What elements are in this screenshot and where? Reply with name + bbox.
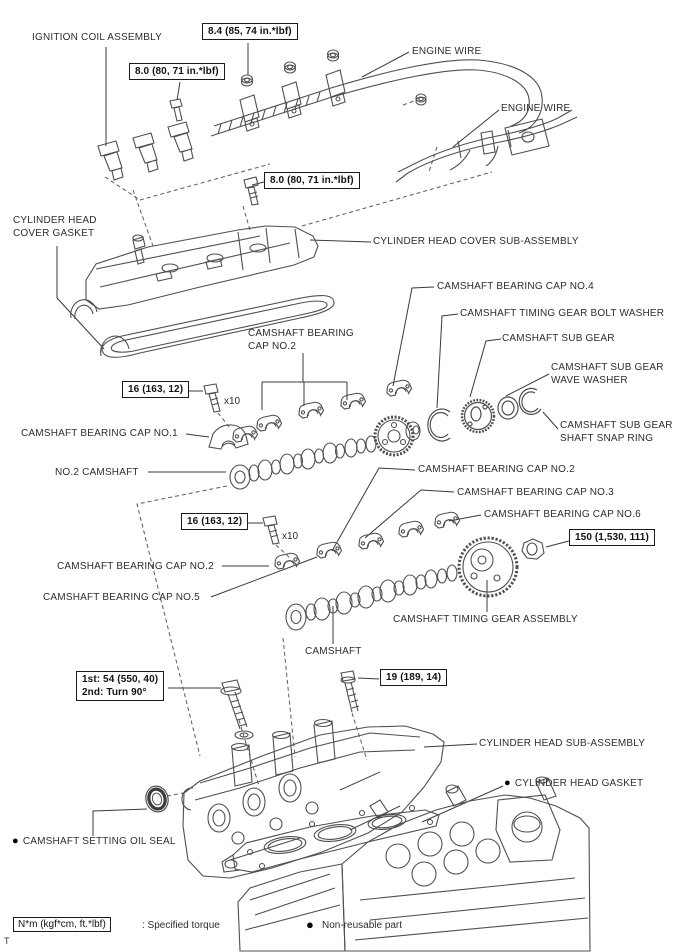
- part-label-camshaft-bearing-cap-no2-a: CAMSHAFT BEARING CAP NO.2: [248, 328, 354, 352]
- sub-gear-parts-art: [428, 388, 541, 441]
- part-label-cylinder-head-cover-gasket: CYLINDER HEAD COVER GASKET: [13, 215, 97, 239]
- cover-bolt-art: [244, 177, 258, 188]
- camshaft-timing-gear-assembly-art: [459, 538, 517, 596]
- part-label-camshaft-timing-gear-bolt-washer: CAMSHAFT TIMING GEAR BOLT WASHER: [460, 308, 665, 319]
- legend-torque-unit-box: N*m (kgf*cm, ft.*lbf): [13, 917, 111, 932]
- timing-gear-bolt-washer-art: [428, 409, 450, 441]
- timing-gear-nut-art: [522, 539, 544, 559]
- engine-wire-right-art: [396, 110, 577, 182]
- part-label-camshaft-setting-oil-seal: ● CAMSHAFT SETTING OIL SEAL: [12, 835, 176, 847]
- part-label-no2-camshaft: NO.2 CAMSHAFT: [55, 467, 139, 478]
- part-label-camshaft: CAMSHAFT: [305, 646, 362, 657]
- part-label-engine-wire-2: ENGINE WIRE: [501, 103, 571, 114]
- part-label-cylinder-head-sub-assembly: CYLINDER HEAD SUB-ASSEMBLY: [479, 738, 646, 749]
- part-label-cylinder-head-gasket: ● CYLINDER HEAD GASKET: [504, 777, 644, 789]
- part-label-camshaft-bearing-cap-no5: CAMSHAFT BEARING CAP NO.5: [43, 592, 200, 603]
- bearing-caps-lower-art: [273, 511, 460, 571]
- part-label-camshaft-bearing-cap-no2-c: CAMSHAFT BEARING CAP NO.2: [57, 561, 214, 572]
- legend-torque-description: : Specified torque: [142, 920, 220, 931]
- part-label-cylinder-head-cover-sub-assembly: CYLINDER HEAD COVER SUB-ASSEMBLY: [373, 236, 579, 247]
- legend-non-reusable-label: Non-reusable part: [322, 920, 403, 931]
- part-label-camshaft-sub-gear-shaft-snap-ring: CAMSHAFT SUB GEAR SHAFT SNAP RING: [560, 420, 673, 444]
- cylinder-head-art: [182, 720, 444, 879]
- torque-cover-bolt: 8.0 (80, 71 in.*lbf): [264, 172, 360, 189]
- torque-head-bolt-sub: 19 (189, 14): [380, 669, 447, 686]
- cap-bolt-count-b: x10: [282, 531, 299, 542]
- no2-camshaft-art: [230, 417, 420, 489]
- part-label-ignition-coil-assembly: IGNITION COIL ASSEMBLY: [32, 32, 162, 43]
- legend: [0, 915, 690, 939]
- part-label-camshaft-bearing-cap-no6: CAMSHAFT BEARING CAP NO.6: [484, 509, 641, 520]
- part-label-camshaft-sub-gear-wave-washer: CAMSHAFT SUB GEAR WAVE WASHER: [551, 362, 664, 386]
- sub-gear-snap-ring-art: [519, 388, 541, 414]
- page-marker: T: [4, 936, 10, 946]
- bearing-caps-upper-art: [209, 379, 412, 449]
- wave-washer-art: [498, 397, 518, 419]
- engine-wire-top-art: [211, 50, 549, 155]
- ignition-coil-art: [98, 99, 193, 180]
- cap-bolt-count-a: x10: [224, 396, 241, 407]
- part-label-camshaft-sub-gear: CAMSHAFT SUB GEAR: [502, 333, 615, 344]
- part-label-camshaft-bearing-cap-no2-b: CAMSHAFT BEARING CAP NO.2: [418, 464, 575, 475]
- part-label-engine-wire-1: ENGINE WIRE: [412, 46, 482, 57]
- part-label-camshaft-bearing-cap-no4: CAMSHAFT BEARING CAP NO.4: [437, 281, 594, 292]
- part-label-camshaft-bearing-cap-no3: CAMSHAFT BEARING CAP NO.3: [457, 487, 614, 498]
- torque-head-bolt-main: 1st: 54 (550, 40) 2nd: Turn 90°: [76, 671, 164, 701]
- camshaft-sub-gear-art: [462, 400, 494, 432]
- non-reusable-bullet-icon: ●: [504, 777, 511, 789]
- cylinder-head-cover-art: [71, 177, 318, 319]
- non-reusable-bullet-icon: ●: [12, 835, 19, 847]
- torque-cap-bolt-a: 16 (163, 12): [122, 381, 189, 398]
- torque-timing-gear-nut: 150 (1,530, 111): [569, 529, 655, 546]
- part-label-camshaft-timing-gear-assembly: CAMSHAFT TIMING GEAR ASSEMBLY: [393, 614, 578, 625]
- torque-coil-nut: 8.4 (85, 74 in.*lbf): [202, 23, 298, 40]
- torque-cap-bolt-b: 16 (163, 12): [181, 513, 248, 530]
- part-label-camshaft-bearing-cap-no1: CAMSHAFT BEARING CAP NO.1: [21, 428, 178, 439]
- non-reusable-bullet-icon: ●: [306, 917, 314, 932]
- torque-coil-bolt: 8.0 (80, 71 in.*lbf): [129, 63, 225, 80]
- camshaft-setting-oil-seal-art: [143, 784, 171, 815]
